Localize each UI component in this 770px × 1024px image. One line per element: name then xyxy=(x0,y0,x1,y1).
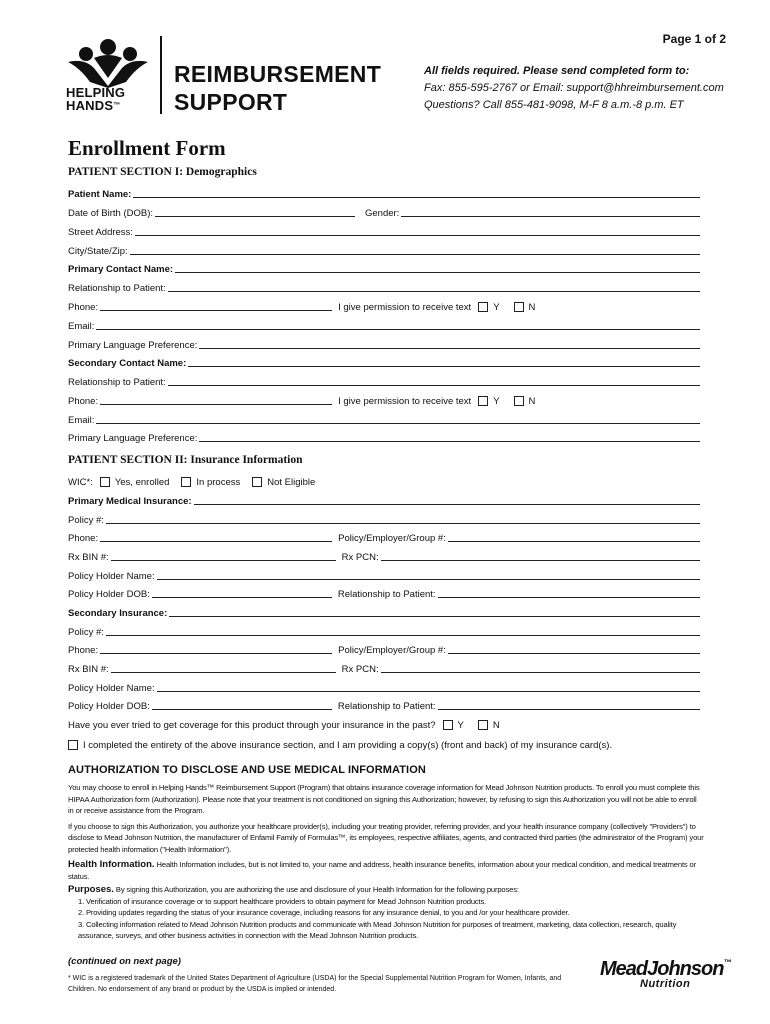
list-item: 3. Collecting information related to Mead Johnson Nutrition products and communicate with Mead Johnson Nutrition for purposes of treatment, marketing, data collection, research, quality assurance, surveys, and other business activities in connection with the Mead Johnson Nutrition products. xyxy=(78,919,677,940)
coverage-tried-row: Have you ever tried to get coverage for this product through your insurance in the past? Y N xyxy=(68,720,500,731)
contact-info: All fields required. Please send completed form to: Fax: 855-595-2767 or Email: support@hhreimbursement.com Questions? Call 855-481-9098, M-F 8 a.m.-8 p.m. ET xyxy=(424,65,724,111)
secondary-language-field[interactable]: Primary Language Preference: xyxy=(68,428,700,444)
wic-not-eligible-checkbox[interactable] xyxy=(252,477,262,487)
secondary-phone-row[interactable]: Phone: I give permission to receive text Y N xyxy=(68,396,536,407)
primary-relationship-field[interactable]: Relationship to Patient: xyxy=(68,278,700,294)
mead-johnson-logo: MeadJohnson™ Nutrition xyxy=(600,958,731,990)
list-item: 1. Verification of insurance coverage or to support healthcare providers to obtain payment for Mead Johnson Nutrition products. xyxy=(78,896,487,906)
section-1-heading: PATIENT SECTION I: Demographics xyxy=(68,166,257,178)
primary-rx-row[interactable]: Rx BIN #: Rx PCN: xyxy=(68,547,700,563)
secondary-text-no-checkbox[interactable] xyxy=(514,396,524,406)
primary-holder-dob-row[interactable]: Policy Holder DOB: Relationship to Patient: xyxy=(68,584,700,600)
primary-text-yes-checkbox[interactable] xyxy=(478,302,488,312)
primary-policy-field[interactable]: Policy #: xyxy=(68,510,700,526)
continued-note: (continued on next page) xyxy=(68,956,181,967)
primary-contact-field[interactable]: Primary Contact Name: xyxy=(68,259,700,275)
wic-footnote: * WIC is a registered trademark of the United States Department of Agriculture (USDA) for the Special Supplemental Nutrition Program for Women, Infants, and Children. No endorsement of any brand or product by the USDA is implied or intended. xyxy=(68,975,562,993)
coverage-yes-checkbox[interactable] xyxy=(443,720,453,730)
wic-yes-checkbox[interactable] xyxy=(100,477,110,487)
dob-gender-row[interactable]: Date of Birth (DOB): Gender: xyxy=(68,203,700,219)
primary-email-field[interactable]: Email: xyxy=(68,316,700,332)
logo-wordmark: HELPING HANDS™ xyxy=(66,85,126,113)
street-address-field[interactable]: Street Address: xyxy=(68,222,700,238)
primary-language-field[interactable]: Primary Language Preference: xyxy=(68,335,700,351)
secondary-rx-row[interactable]: Rx BIN #: Rx PCN: xyxy=(68,659,700,675)
list-item: 2. Providing updates regarding the status of your insurance coverage, including reasons for any insurance denial, to you and /or your healthcare provider. xyxy=(78,908,570,917)
primary-holder-name-field[interactable]: Policy Holder Name: xyxy=(68,566,700,582)
section-2-heading: PATIENT SECTION II: Insurance Information xyxy=(68,454,303,466)
primary-ins-phone-row[interactable]: Phone: Policy/Employer/Group #: xyxy=(68,528,700,544)
page-number: Page 1 of 2 xyxy=(662,32,726,46)
city-state-zip-field[interactable]: City/State/Zip: xyxy=(68,241,700,257)
purposes-list xyxy=(78,896,704,942)
form-title: Enrollment Form xyxy=(68,136,226,160)
secondary-contact-field[interactable]: Secondary Contact Name: xyxy=(68,353,700,369)
purposes-paragraph: Purposes. By signing this Authorization, you are authorizing the use and disclosure of your Health Information for the following purposes: xyxy=(68,884,519,895)
program-title: REIMBURSEMENT SUPPORT xyxy=(174,61,382,115)
secondary-policy-field[interactable]: Policy #: xyxy=(68,622,700,638)
secondary-relationship-field[interactable]: Relationship to Patient: xyxy=(68,372,700,388)
authorization-paragraph-1: You may choose to enroll in Helping Hands™ Reimbursement Support (Program) that obtains insurance coverage information for Mead Johnson Nutrition products. To enroll you must complete this HIPAA Authorization form (Authorization). Please note that your treatment is not conditioned on signing this Authorization; however, by refusing to sign this Authorization you will not be able to enroll in or receive assistance from the Program. xyxy=(68,783,700,815)
secondary-insurance-field[interactable]: Secondary Insurance: xyxy=(68,603,700,619)
primary-phone-row[interactable]: Phone: I give permission to receive text Y N xyxy=(68,302,536,313)
patient-name-field[interactable]: Patient Name: xyxy=(68,184,700,200)
authorization-body xyxy=(68,782,704,942)
wic-row: WIC*: Yes, enrolled In process Not Eligible xyxy=(68,477,316,488)
secondary-holder-name-field[interactable]: Policy Holder Name: xyxy=(68,678,700,694)
secondary-ins-phone-row[interactable]: Phone: Policy/Employer/Group #: xyxy=(68,640,700,656)
insurance-completed-row: I completed the entirety of the above insurance section, and I am providing a copy(s) (front and back) of my insurance card(s). xyxy=(68,735,700,751)
secondary-email-field[interactable]: Email: xyxy=(68,410,700,426)
health-information-paragraph: Health Information. Health Information includes, but is not limited to, your name and address, health insurance benefits, information about your medical condition, and medical treatments or status. xyxy=(68,859,696,881)
primary-insurance-field[interactable]: Primary Medical Insurance: xyxy=(68,491,700,507)
wic-in-process-checkbox[interactable] xyxy=(181,477,191,487)
coverage-no-checkbox[interactable] xyxy=(478,720,488,730)
primary-text-no-checkbox[interactable] xyxy=(514,302,524,312)
authorization-heading: AUTHORIZATION TO DISCLOSE AND USE MEDICAL INFORMATION xyxy=(68,764,426,776)
insurance-completed-checkbox[interactable] xyxy=(68,740,78,750)
authorization-paragraph-2: If you choose to sign this Authorization, you authorize your healthcare provider(s), including your treating provider, referring provider, and your health insurance company (collectively "Providers") to disclose to Mead Johnson Nutrition, the manufacturer of Enfamil Family of Formulas™, its employees, respective affiliates, agents, and contracted third parties (the administrator of the Program) your protected health information ("Health Information"). xyxy=(68,821,704,854)
header-divider xyxy=(160,36,162,114)
secondary-holder-dob-row[interactable]: Policy Holder DOB: Relationship to Patient: xyxy=(68,696,700,712)
secondary-text-yes-checkbox[interactable] xyxy=(478,396,488,406)
